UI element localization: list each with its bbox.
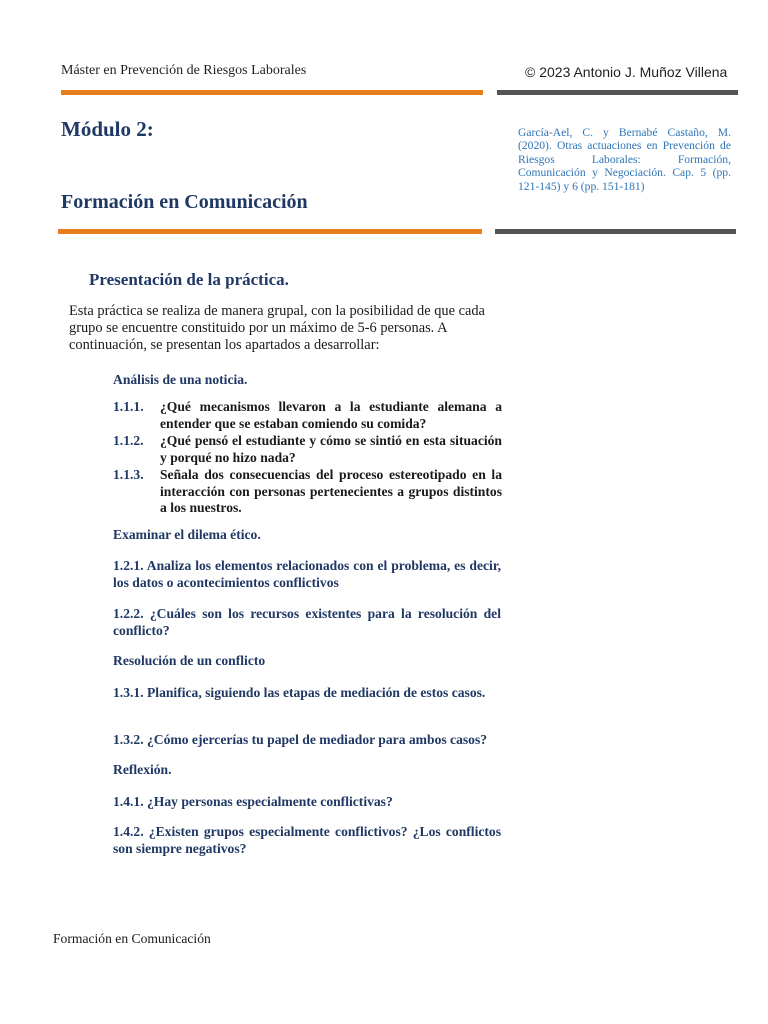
title-rule <box>58 229 736 234</box>
question-text: 1.3.1. Planifica, siguiendo las etapas de mediación de estos casos. <box>113 685 486 700</box>
section-heading-news-analysis: Análisis de una noticia. <box>113 372 248 387</box>
question-text: 1.4.1. ¿Hay personas especialmente conflictivas? <box>113 794 393 809</box>
header-rule <box>61 90 738 95</box>
section-heading-ethical-dilemma: Examinar el dilema ético. <box>113 527 261 542</box>
practice-intro: Esta práctica se realiza de manera grupal, con la posibilidad de que cada grupo se encuentre constituido por un máximo de 5-6 personas. A continuación, se presentan los apartados a desarrollar: <box>69 303 485 353</box>
question-text: 1.2.2. ¿Cuáles son los recursos existentes para la resolución del conflicto? <box>113 606 501 638</box>
module-subtitle: Formación en Comunicación <box>61 191 308 213</box>
item-number: 1.1.1. <box>113 399 144 414</box>
header-copyright: © 2023 Antonio J. Muñoz Villena <box>525 64 728 80</box>
question-text: ¿Qué pensó el estudiante y cómo se sintió en esta situación y porqué no hizo nada? <box>160 433 502 465</box>
question-text: Señala dos consecuencias del proceso estereotipado en la interacción con personas pertenecientes a grupos distintos a los nuestros. <box>160 467 502 515</box>
module-title: Módulo 2: <box>61 117 154 141</box>
practice-heading: Presentación de la práctica. <box>89 270 289 289</box>
question-text: 1.3.2. ¿Cómo ejercerías tu papel de mediador para ambos casos? <box>113 732 488 747</box>
bibliographic-reference: García-Ael, C. y Bernabé Castaño, M. (2020). Otras actuaciones en Prevención de Riesgos Laborales: Formación, Comunicación y Negociación. Cap. 5 (pp. 121-145) y 6 (pp. 151-181) <box>518 126 731 193</box>
section-heading-conflict-resolution: Resolución de un conflicto <box>113 653 266 668</box>
footer-text: Formación en Comunicación <box>53 931 211 946</box>
item-number: 1.1.3. <box>113 467 144 482</box>
header-program-name: Máster en Prevención de Riesgos Laborales <box>61 63 307 78</box>
question-text: 1.2.1. Analiza los elementos relacionados con el problema, es decir, los datos o acontecimientos conflictivos <box>113 558 501 590</box>
item-number: 1.1.2. <box>113 433 144 448</box>
question-text: 1.4.2. ¿Existen grupos especialmente conflictivos? ¿Los conflictos son siempre negativos? <box>113 824 501 856</box>
section-heading-reflection: Reflexión. <box>113 762 172 777</box>
question-text: ¿Qué mecanismos llevaron a la estudiante alemana a entender que se estaban comiendo su comida? <box>160 399 502 431</box>
